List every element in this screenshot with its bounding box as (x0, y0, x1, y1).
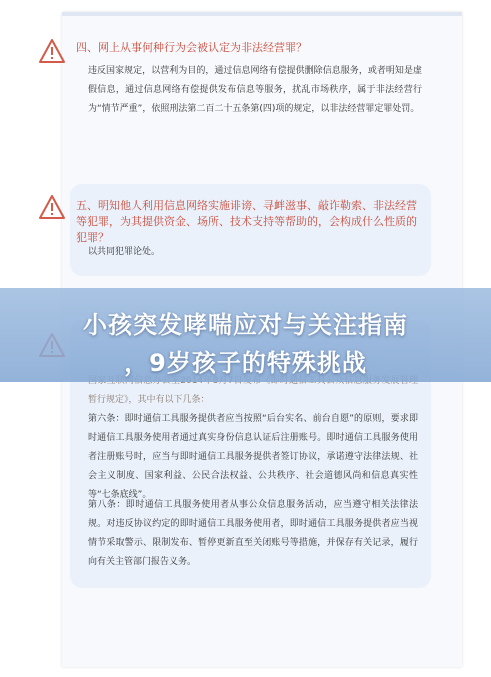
section-5-body: 以共同犯罪论处。 (88, 247, 161, 257)
section-6-article-8: 第八条：即时通信工具服务使用者从事公众信息服务活动，应当遵守相关法律法规。对违反协议约定的即时通信工具服务使用者，即时通信工具服务提供者应当视情节采取警示、限制发布、暂停更新直至关闭账号等措施，并保存有关记录，履行向有关主管部门报告义务。 (88, 500, 418, 567)
page-top-border (62, 12, 462, 16)
section-4-question: 四、网上从事何种行为会被认定为非法经营罪？ (76, 41, 307, 54)
warning-icon (38, 38, 66, 64)
section-6-article-6: 第六条：即时通信工具服务提供者应当按照“后台实名、前台自愿”的原则，要求即时通信工具服务使用者通过真实身份信息认证后注册账号。即时通信工具服务使用者注册账号时，应当与即时通信工具服务提供者签订协议，承诺遵守法律法规、社会主义制度、国家利益、公民合法权益、公共秩序、社会道德风尚和信息真实性等“七条底线”。 (88, 414, 418, 500)
banner-title-line-1: 小孩突发哮喘应对与关注指南 (83, 311, 408, 339)
banner-title-line-2: ，9岁孩子的特殊挑战 (124, 349, 367, 377)
warning-icon (38, 194, 66, 220)
section-6-intro: 暂行规定》，其中有以下几条： (88, 395, 210, 405)
section-5-question: 五、明知他人利用信息网络实施诽谤、寻衅滋事、敲诈勒索、非法经营等犯罪，为其提供资金、场所、技术支持等帮助的，会构成什么性质的犯罪？ (76, 199, 417, 244)
section-4-body: 违反国家规定，以营利为目的，通过信息网络有偿提供删除信息服务，或者明知是虚假信息，通过信息网络有偿提供发布信息等服务，扰乱市场秩序，属于非法经营行为“情节严重”，依照刑法第二百二十五条第(四)项的规定，以非法经营罪定罪处罚。 (88, 66, 422, 114)
